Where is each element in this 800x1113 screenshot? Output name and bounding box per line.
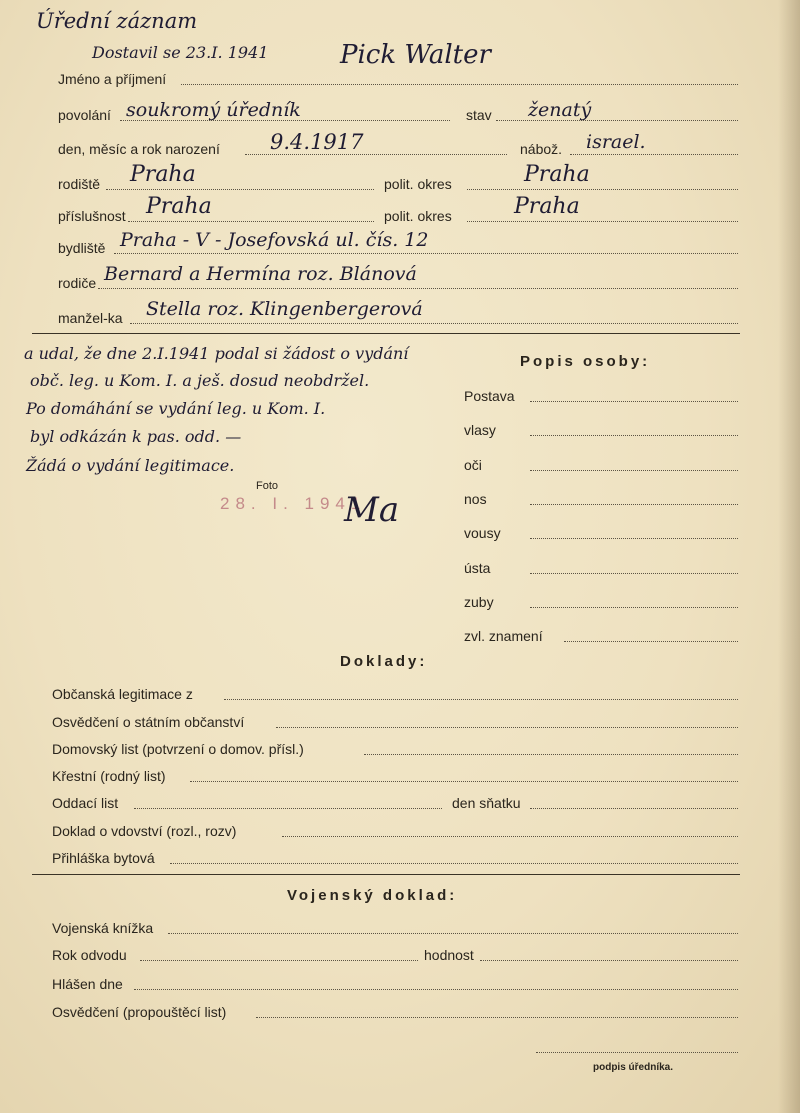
domicile-district-label: polit. okres bbox=[384, 208, 452, 224]
status-label: stav bbox=[466, 107, 492, 123]
religion-label: nábož. bbox=[520, 141, 563, 157]
military-title: Vojenský doklad: bbox=[287, 887, 458, 904]
widow-cert-label: Doklad o vdovství (rozl., rozv) bbox=[52, 823, 237, 839]
statement-line-2: obč. leg. u Kom. I. a ješ. dosud neobdržel. bbox=[30, 371, 370, 390]
marriage-date-label: den sňatku bbox=[452, 795, 521, 811]
reported-line bbox=[134, 989, 738, 990]
widow-cert-line bbox=[282, 836, 738, 837]
military-book-label: Vojenská knížka bbox=[52, 920, 154, 936]
officer-signature: Ma bbox=[344, 490, 400, 530]
official-signature-label: podpis úředníka. bbox=[593, 1062, 674, 1073]
description-item-line bbox=[530, 435, 738, 436]
statement-line-3: Po domáhání se vydání leg. u Kom. I. bbox=[26, 399, 326, 418]
birth-district-line bbox=[467, 189, 738, 190]
birth-district-label: polit. okres bbox=[384, 176, 452, 192]
official-signature-line bbox=[536, 1052, 738, 1053]
domicile-district-line bbox=[467, 221, 738, 222]
birthplace-value: Praha bbox=[130, 162, 196, 187]
description-item-label: Postava bbox=[464, 388, 515, 404]
birth-value: 9.4.1917 bbox=[270, 130, 364, 154]
spouse-label: manžel-ka bbox=[58, 310, 123, 326]
documents-title: Doklady: bbox=[340, 653, 428, 670]
description-item-line bbox=[530, 607, 738, 608]
conscription-year-line bbox=[140, 960, 418, 961]
residence-label: bydliště bbox=[58, 240, 106, 256]
issued-note: Dostavil se 23.I. 1941 bbox=[92, 43, 269, 62]
religion-value: israel. bbox=[586, 131, 646, 153]
citizenship-cert-line bbox=[276, 727, 738, 728]
description-item-line bbox=[530, 504, 738, 505]
birthplace-label: rodiště bbox=[58, 176, 101, 192]
residence-reg-line bbox=[170, 863, 738, 864]
birth-line bbox=[245, 154, 507, 155]
photo-label: Foto bbox=[256, 480, 279, 492]
parents-value: Bernard a Hermína roz. Blánová bbox=[104, 263, 417, 285]
documents-rule bbox=[32, 874, 740, 875]
birth-label: den, měsíc a rok narození bbox=[58, 141, 220, 157]
citizen-id-label: Občanská legitimace z bbox=[52, 686, 193, 702]
religion-line bbox=[570, 154, 738, 155]
residence-line bbox=[114, 253, 738, 254]
description-item-line bbox=[530, 573, 738, 574]
description-title: Popis osoby: bbox=[520, 353, 651, 370]
parents-label: rodiče bbox=[58, 275, 97, 291]
date-stamp: 28. I. 1941 bbox=[220, 494, 367, 513]
domicile-label: příslušnost bbox=[58, 208, 126, 224]
domicile-line bbox=[128, 221, 374, 222]
spouse-value: Stella roz. Klingenbergerová bbox=[146, 298, 423, 320]
occupation-value: soukromý úředník bbox=[126, 99, 301, 121]
description-item-line bbox=[564, 641, 738, 642]
statement-line-1: a udal, že dne 2.I.1941 podal si žádost o vydání bbox=[24, 344, 409, 363]
rank-label: hodnost bbox=[424, 947, 474, 963]
domicile-district-value: Praha bbox=[514, 194, 580, 219]
description-item-line bbox=[530, 538, 738, 539]
description-item-label: oči bbox=[464, 457, 482, 473]
discharge-line bbox=[256, 1017, 738, 1018]
description-item-label: vlasy bbox=[464, 422, 496, 438]
description-item-label: ústa bbox=[464, 560, 491, 576]
occupation-label: povolání bbox=[58, 107, 111, 123]
birth-district-value: Praha bbox=[524, 162, 590, 187]
baptism-cert-line bbox=[190, 781, 738, 782]
description-item-label: zvl. znamení bbox=[464, 628, 543, 644]
parents-line bbox=[98, 288, 738, 289]
name-value: Pick Walter bbox=[340, 40, 491, 70]
residence-reg-label: Přihláška bytová bbox=[52, 850, 155, 866]
header-note: Úřední záznam bbox=[36, 9, 198, 33]
birthplace-line bbox=[106, 189, 374, 190]
baptism-cert-label: Křestní (rodný list) bbox=[52, 768, 166, 784]
rank-line bbox=[480, 960, 738, 961]
statement-line-4: byl odkázán k pas. odd. — bbox=[30, 427, 242, 446]
section-rule bbox=[32, 333, 740, 334]
spouse-line bbox=[130, 323, 738, 324]
marriage-cert-line bbox=[134, 808, 442, 809]
home-cert-label: Domovský list (potvrzení o domov. přísl.) bbox=[52, 741, 304, 757]
discharge-label: Osvědčení (propouštěcí list) bbox=[52, 1004, 227, 1020]
reported-label: Hlášen dne bbox=[52, 976, 123, 992]
domicile-value: Praha bbox=[146, 194, 212, 219]
name-line bbox=[181, 84, 738, 85]
marriage-date-line bbox=[530, 808, 738, 809]
description-item-label: zuby bbox=[464, 594, 494, 610]
home-cert-line bbox=[364, 754, 738, 755]
description-item-label: vousy bbox=[464, 525, 501, 541]
military-book-line bbox=[168, 933, 738, 934]
description-item-line bbox=[530, 401, 738, 402]
statement-line-5: Žádá o vydání legitimace. bbox=[26, 456, 235, 475]
citizen-id-line bbox=[224, 699, 738, 700]
marriage-cert-label: Oddací list bbox=[52, 795, 119, 811]
residence-value: Praha - V - Josefovská ul. čís. 12 bbox=[120, 229, 429, 251]
citizenship-cert-label: Osvědčení o státním občanství bbox=[52, 714, 245, 730]
status-value: ženatý bbox=[528, 99, 592, 121]
name-label: Jméno a příjmení bbox=[58, 71, 167, 87]
conscription-year-label: Rok odvodu bbox=[52, 947, 127, 963]
description-item-label: nos bbox=[464, 491, 487, 507]
description-item-line bbox=[530, 470, 738, 471]
